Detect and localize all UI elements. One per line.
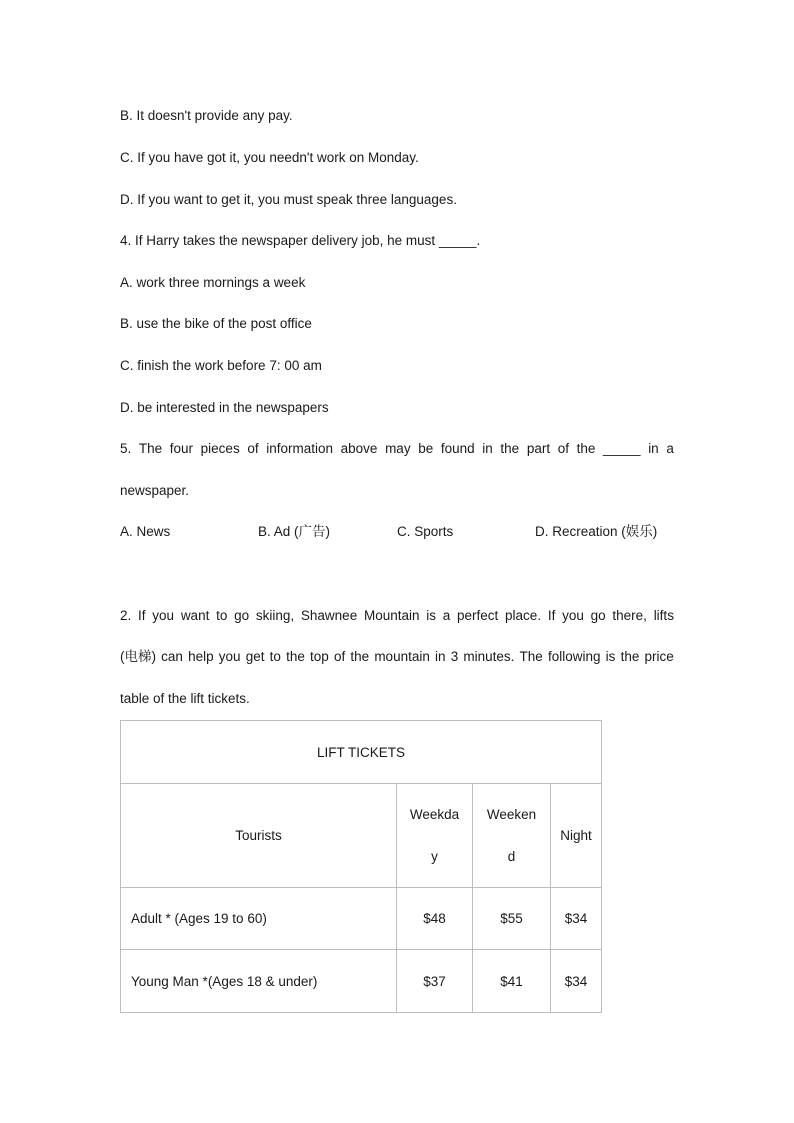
word: pieces (200, 441, 240, 456)
word: can (161, 649, 183, 664)
word: to (269, 649, 281, 664)
question-5-options (120, 522, 674, 542)
word: Mountain (363, 608, 420, 623)
header-weekday (397, 784, 473, 888)
header-weekday-part-1: Weekda (409, 806, 460, 822)
word: a (442, 608, 451, 623)
word: minutes. (463, 649, 515, 664)
word: part (526, 441, 551, 456)
question-4-option-d: D. be interested in the newspapers (120, 400, 329, 415)
question-4-option-a: A. work three mornings a week (120, 275, 306, 290)
word: you (152, 608, 175, 623)
word: lifts (653, 608, 674, 623)
word: mountain (374, 649, 430, 664)
header-weekday-part-2: y (431, 848, 438, 864)
question-4: 4. If Harry takes the newspaper delivery job, he must _____. (120, 233, 481, 248)
word: of (247, 441, 259, 456)
word: price (644, 649, 674, 664)
passage-2-line-1 (120, 606, 674, 626)
word: you (218, 649, 241, 664)
question-5-option-b: B. Ad (广告) (258, 524, 331, 539)
word: want (180, 608, 210, 623)
word: of (333, 649, 346, 664)
cell-night: $34 (551, 888, 602, 950)
word: there, (612, 608, 647, 623)
header-weekend (473, 784, 551, 888)
word: The (138, 441, 163, 456)
table-title: LIFT TICKETS (121, 721, 602, 784)
cell-weekend: $55 (473, 888, 551, 950)
table-row (121, 888, 602, 950)
word: to (216, 608, 228, 623)
word: the (620, 649, 640, 664)
word: top (310, 649, 329, 664)
word: above (340, 441, 378, 456)
word: information (266, 441, 334, 456)
word: the (500, 441, 520, 456)
question-5-option-c: C. Sports (397, 524, 454, 539)
word: you (562, 608, 584, 623)
word: of (557, 441, 569, 456)
word: the (286, 649, 305, 664)
word: get (245, 649, 265, 664)
word: (电梯) (120, 649, 156, 664)
word: in (435, 649, 446, 664)
word: _____ (603, 441, 641, 456)
question-5-line-1 (120, 439, 674, 459)
word: If (547, 608, 556, 623)
row-label: Adult * (Ages 19 to 60) (121, 888, 397, 950)
header-weekend-part-1: Weeken (486, 806, 537, 822)
word: found (440, 441, 475, 456)
word: place. (505, 608, 542, 623)
word: four (169, 441, 194, 456)
word: the (350, 649, 370, 664)
cell-weekday: $48 (397, 888, 473, 950)
word: 5. (120, 441, 132, 456)
word: go (234, 608, 250, 623)
word: go (590, 608, 606, 623)
word: be (418, 441, 434, 456)
word: The (519, 649, 543, 664)
word: the (576, 441, 596, 456)
cell-weekend: $41 (473, 950, 551, 1013)
passage-2-line-3: table of the lift tickets. (120, 691, 250, 706)
table-row (121, 950, 602, 1013)
cell-night: $34 (551, 950, 602, 1013)
word: If (138, 608, 146, 623)
word: following (547, 649, 601, 664)
row-label: Young Man *(Ages 18 & under) (121, 950, 397, 1013)
word: 3 (450, 649, 459, 664)
word: perfect (457, 608, 499, 623)
option-b-text: B. It doesn't provide any pay. (120, 108, 293, 123)
header-night: Night (551, 784, 602, 888)
word: help (188, 649, 214, 664)
lift-tickets-table (120, 720, 602, 1013)
word: skiing, (255, 608, 295, 623)
word: is (426, 608, 436, 623)
option-d-text: D. If you want to get it, you must speak three languages. (120, 192, 457, 207)
header-weekend-part-2: d (507, 848, 516, 864)
question-5-option-a: A. News (120, 524, 171, 539)
question-4-option-b: B. use the bike of the post office (120, 316, 312, 331)
word: in (482, 441, 493, 456)
word: a (666, 441, 674, 456)
word: Shawnee (300, 608, 358, 623)
header-tourists: Tourists (121, 784, 397, 888)
word: may (385, 441, 411, 456)
question-5-option-d: D. Recreation (娱乐) (535, 524, 658, 539)
question-5-line-2: newspaper. (120, 483, 190, 498)
cell-weekday: $37 (397, 950, 473, 1013)
word: is (605, 649, 616, 664)
question-4-option-c: C. finish the work before 7: 00 am (120, 358, 322, 373)
word: in (648, 441, 659, 456)
option-c-text: C. If you have got it, you needn't work on Monday. (120, 150, 419, 165)
word: 2. (120, 608, 132, 623)
passage-2-line-2 (120, 647, 674, 667)
